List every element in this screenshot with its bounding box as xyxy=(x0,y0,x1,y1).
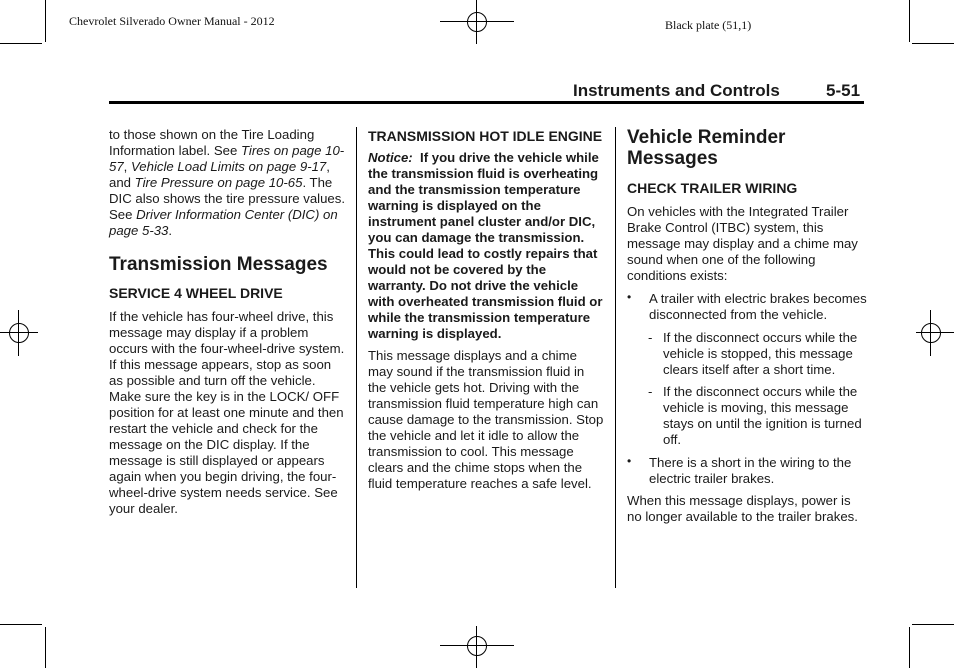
manual-title: Chevrolet Silverado Owner Manual - 2012 xyxy=(69,14,275,28)
cross-reference-link[interactable]: Tires on page 10-57 xyxy=(109,143,345,174)
header-rule xyxy=(109,101,864,104)
service-4wd-body: If the vehicle has four-wheel drive, this message may display if a problem occurs with the four-wheel-drive system. If this message appears, stop as soon as possible and turn off the vehicle. Make sure the key is in the LOCK/ OFF position for at least one minute and then restart the vehicle and check for the message on the DIC display. If the message is still displayed or appears again when you begin driving, the four-wheel-drive system needs service. See your dealer. xyxy=(109,309,345,516)
cross-reference-link[interactable]: Vehicle Load Limits on page 9-17 xyxy=(131,159,327,174)
crop-mark xyxy=(912,624,954,625)
crop-mark xyxy=(0,624,42,625)
crop-mark xyxy=(909,0,910,42)
registration-mark-bottom xyxy=(440,624,514,668)
transmission-messages-heading: Transmission Messages xyxy=(109,254,328,275)
notice-label: Notice: xyxy=(368,150,413,165)
notice-paragraph: Notice: If you drive the vehicle while the transmission fluid is overheating and the transmission temperature warning is displayed on the instrument panel cluster and/or DIC, you can damage the transmission. This could lead to costly repairs that would not be covered by the warranty. Do not drive the vehicle with overheated transmission fluid or while the transmission temperature warning is displayed. xyxy=(368,150,603,341)
transmission-hot-idle-heading: TRANSMISSION HOT IDLE ENGINE xyxy=(368,128,603,144)
trailer-closing: When this message displays, power is no longer available to the trailer brakes. xyxy=(627,493,858,524)
service-4wd-heading: SERVICE 4 WHEEL DRIVE xyxy=(109,285,283,301)
cross-reference-link[interactable]: Driver Information Center (DIC) on page 5-33 xyxy=(109,207,338,238)
section-title: Instruments and Controls xyxy=(573,81,780,100)
crop-mark xyxy=(45,0,46,42)
dash-icon: - xyxy=(648,330,653,345)
column-divider xyxy=(356,127,357,588)
column-divider xyxy=(615,127,616,588)
list-item: - If the disconnect occurs while the vehicle is moving, this message stays on until the ignition is turned off. xyxy=(648,384,862,447)
crop-mark xyxy=(0,43,42,44)
column-3 xyxy=(627,127,867,525)
list-item: • There is a short in the wiring to the electric trailer brakes. xyxy=(627,454,852,486)
trailer-intro: On vehicles with the Integrated Trailer Brake Control (ITBC) system, this message may display and a chime may sound when one of the following conditions exists: xyxy=(627,204,858,283)
registration-mark-top xyxy=(440,0,514,50)
intro-paragraph: to those shown on the Tire Loading Information label. See Tires on page 10-57, Vehicle Load Limits on page 9-17, and Tire Pressure on page 10-65. The DIC also shows the tire pressure values. See Driver Information Center (DIC) on page 5-33. xyxy=(109,127,346,238)
crop-mark xyxy=(912,43,954,44)
cross-reference-link[interactable]: Tire Pressure on page 10-65 xyxy=(134,175,303,190)
list-item: - If the disconnect occurs while the vehicle is stopped, this message clears itself after a short time. xyxy=(648,330,858,377)
crop-mark xyxy=(909,627,910,668)
bullet-icon: • xyxy=(627,454,632,468)
plate-label: Black plate (51,1) xyxy=(665,18,752,32)
dash-icon: - xyxy=(648,384,653,399)
registration-mark-right xyxy=(914,310,954,356)
bullet-icon: • xyxy=(627,290,632,304)
check-trailer-wiring-heading: CHECK TRAILER WIRING xyxy=(627,180,798,196)
hot-idle-body: This message displays and a chime may sound if the transmission fluid in the vehicle gets hot. Driving with the transmission fluid temperature high can cause damage to the transmission. Stop the vehicle and let it idle to allow the transmission to cool. This message clears and the chime stops when the fluid temperature reaches a safe level. xyxy=(368,348,604,491)
vehicle-reminder-heading: Vehicle Reminder Messages xyxy=(627,127,786,169)
column-2 xyxy=(368,127,604,492)
crop-mark xyxy=(45,627,46,668)
column-1 xyxy=(109,127,345,517)
list-item: • A trailer with electric brakes becomes disconnected from the vehicle. xyxy=(627,290,867,322)
registration-mark-left xyxy=(0,310,40,356)
page-number: 5-51 xyxy=(826,81,861,100)
